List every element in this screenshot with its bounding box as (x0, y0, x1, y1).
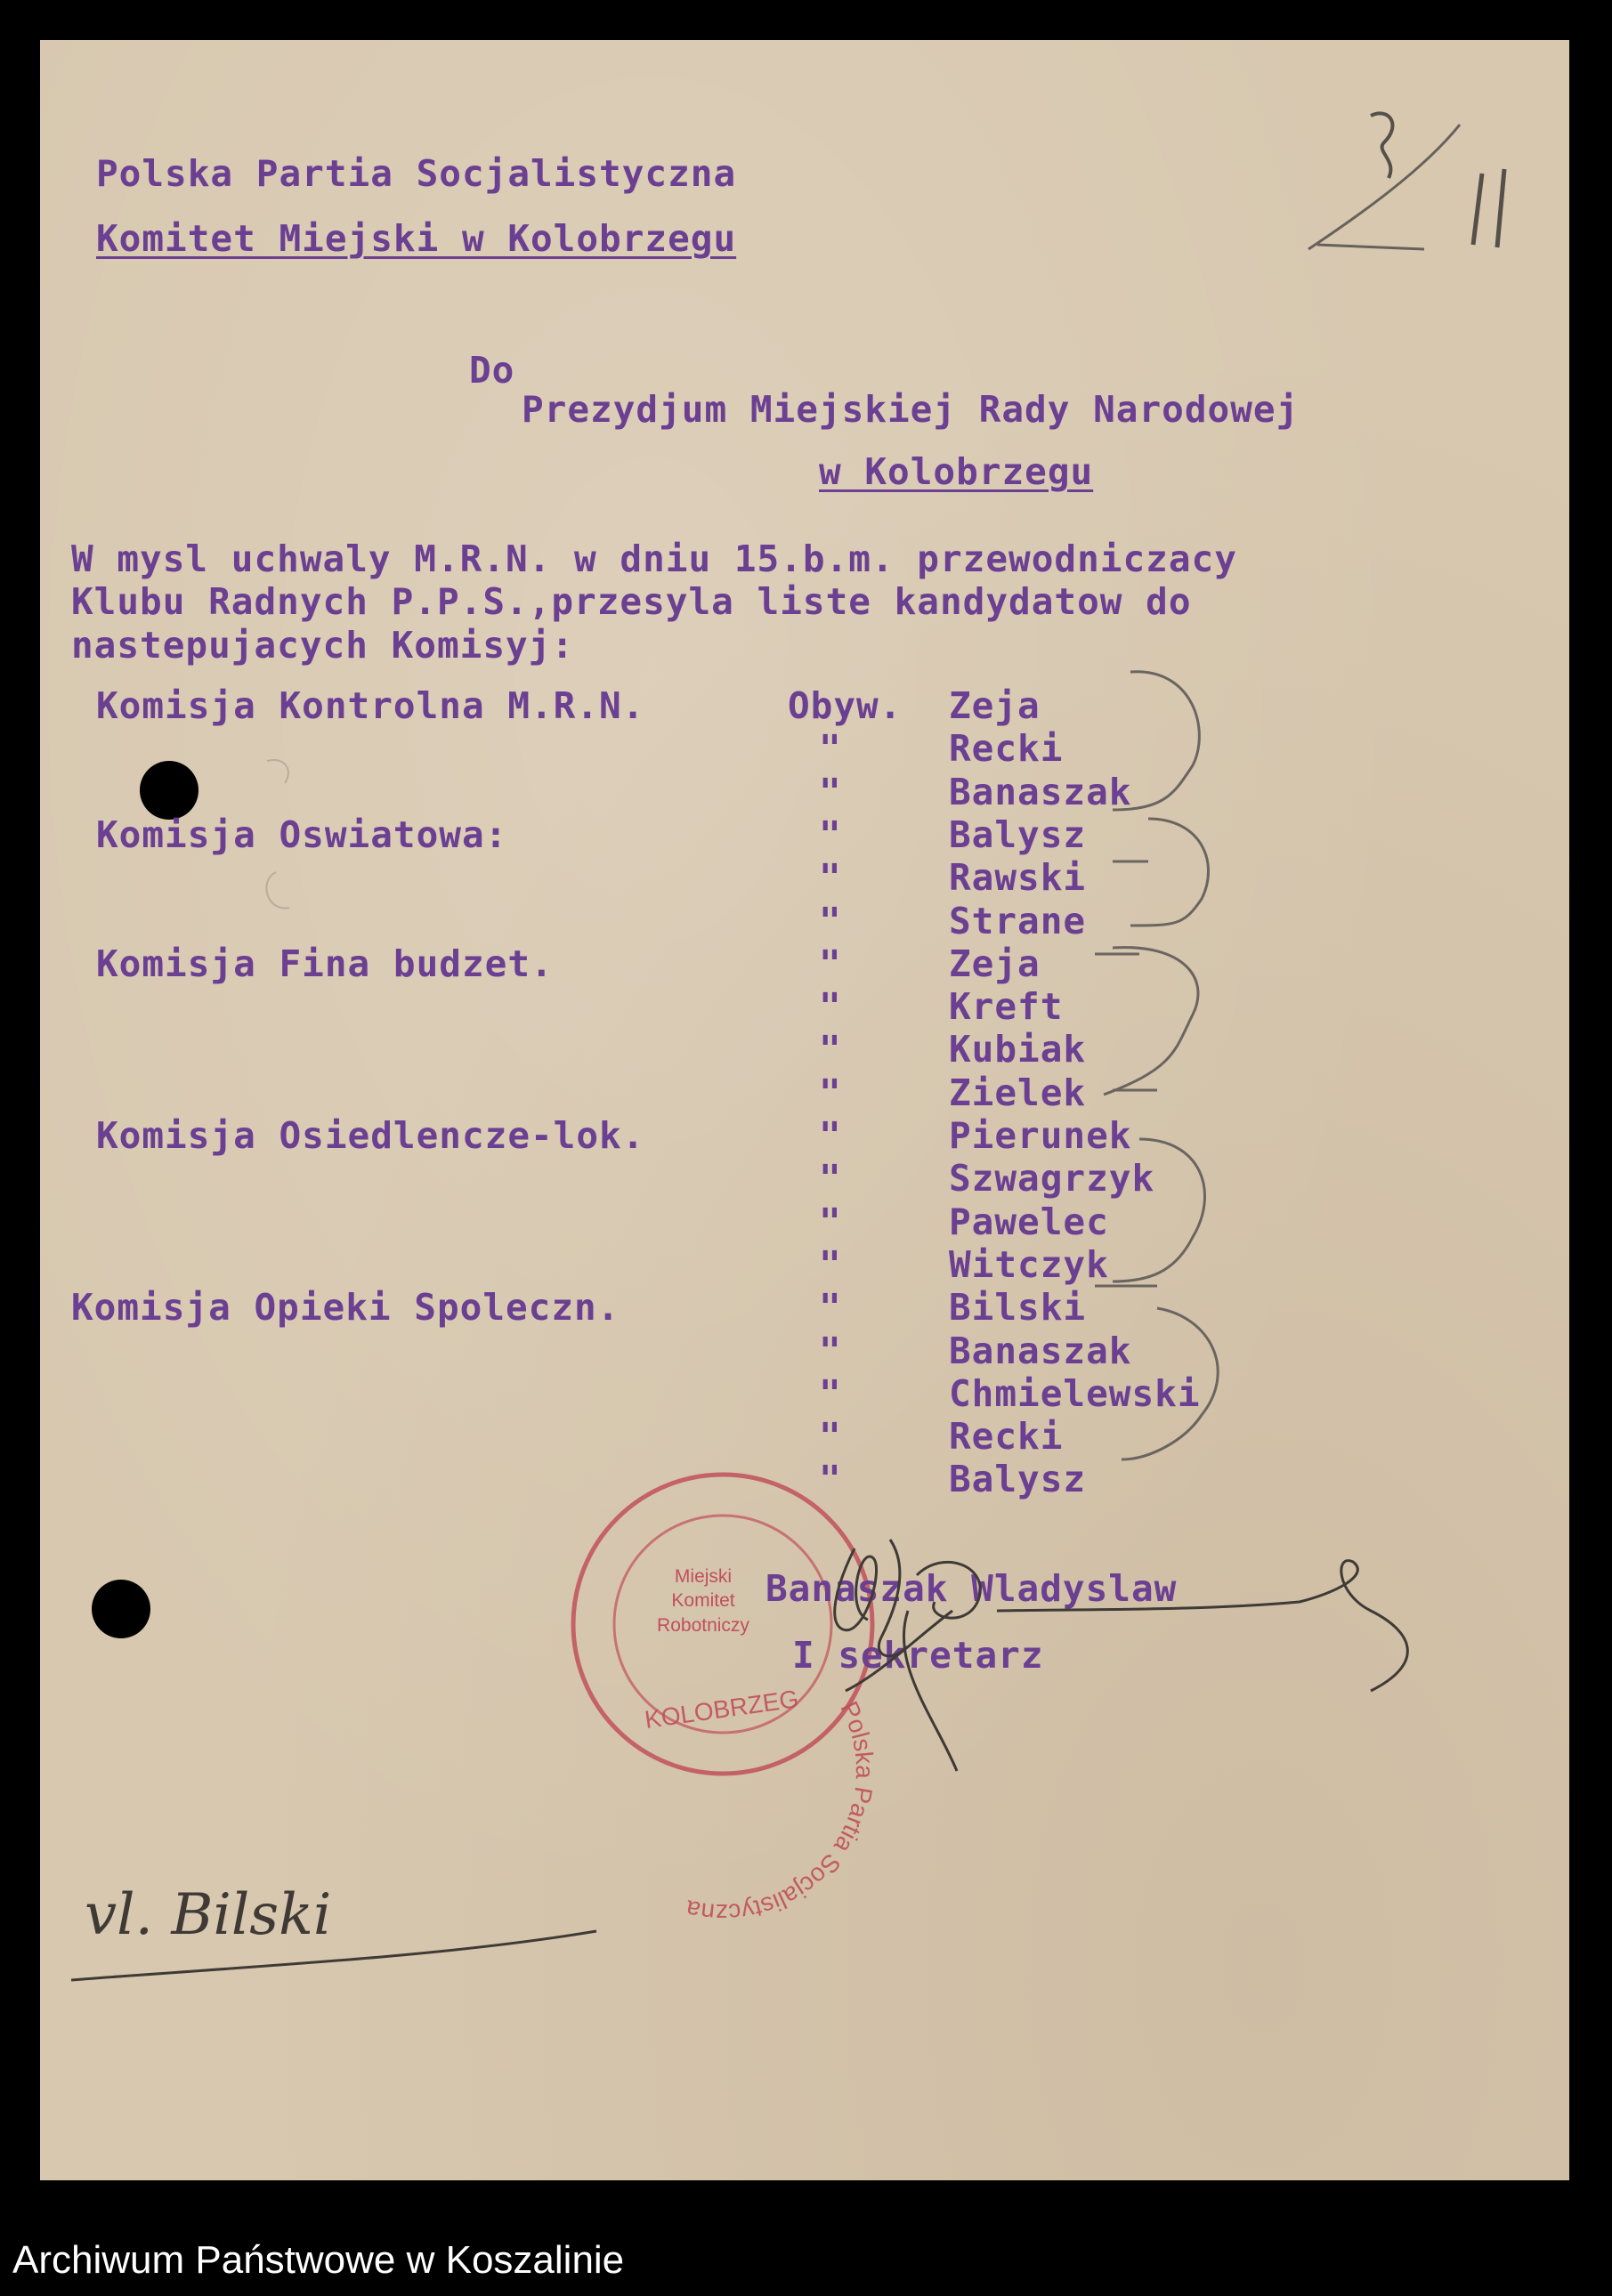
commission-name: Komisja Kontrolna M.R.N. (96, 684, 645, 727)
org-committee: Komitet Miejski w Kolobrzegu (96, 217, 737, 260)
commission-member: Zeja (949, 942, 1041, 985)
ditto-mark: " (819, 1028, 842, 1071)
ditto-mark: " (819, 1071, 842, 1114)
stamp-ring-text: Polska Partia Socjalistyczna (683, 1696, 879, 1928)
stamp-inner-text (623, 1564, 783, 1637)
commission-member: Zielek (949, 1071, 1087, 1114)
ditto-mark: Obyw. (788, 684, 903, 727)
commission-member: Recki (949, 727, 1064, 771)
commission-member: Bilski (949, 1286, 1087, 1330)
stamp-city: KOLOBRZEG (643, 1685, 801, 1734)
commission-member: Szwagrzyk (949, 1157, 1155, 1201)
archive-mark (1291, 89, 1513, 267)
ditto-mark: " (819, 899, 842, 942)
ditto-mark: " (819, 1114, 842, 1157)
ditto-mark: " (819, 1458, 842, 1501)
punch-hole-lower (92, 1580, 150, 1638)
ditto-mark: " (819, 985, 842, 1029)
pencil-ghost-marks (249, 748, 320, 926)
commission-member: Balysz (949, 812, 1087, 856)
address-recipient: Prezydjum Miejskiej Rady Narodowej (522, 388, 1300, 431)
punch-hole-upper (140, 761, 198, 820)
commission-member: Chmielewski (949, 1371, 1201, 1415)
commission-member: Witczyk (949, 1242, 1109, 1286)
document-page (40, 40, 1569, 2180)
commission-member: Rawski (949, 856, 1087, 900)
commission-member: Kreft (949, 985, 1064, 1029)
commission-member: Strane (949, 899, 1087, 942)
pencil-brackets (1095, 659, 1237, 1477)
address-city: w Kolobrzegu (819, 450, 1094, 493)
ditto-mark: " (819, 812, 842, 856)
ditto-mark: " (819, 942, 842, 985)
ditto-mark: " (819, 1286, 842, 1330)
ditto-mark: " (819, 1200, 842, 1243)
commission-member: Recki (949, 1415, 1064, 1459)
commission-member: Kubiak (949, 1028, 1087, 1071)
commission-name: Komisja Oswiatowa: (96, 812, 508, 856)
org-name: Polska Partia Socjalistyczna (96, 152, 737, 195)
archive-name: Archiwum Państwowe w Koszalinie (12, 2238, 625, 2282)
commission-name: Komisja Opieki Spoleczn. (71, 1286, 620, 1330)
commission-member: Zeja (949, 684, 1041, 727)
stamp-inner-line-2: Komitet (671, 1590, 735, 1612)
ditto-mark: " (819, 856, 842, 900)
ditto-mark: " (819, 1157, 842, 1201)
ditto-mark: " (819, 1371, 842, 1415)
commission-name: Komisja Fina budzet. (96, 942, 554, 985)
handwritten-signature (801, 1513, 1442, 1780)
archive-footer (0, 2222, 1612, 2296)
body-line-3: nastepujacych Komisyj: (71, 624, 575, 667)
body-line-1: W mysl uchwaly M.R.N. w dniu 15.b.m. przewodniczacy (71, 538, 1237, 580)
handwritten-note: vl. Bilski (85, 1882, 332, 1948)
handwritten-note-underline (62, 1918, 614, 1989)
body-line-2: Klubu Radnych P.P.S.,przesyla liste kandydatow do (71, 580, 1192, 623)
signer-title: I sekretarz (792, 1634, 1044, 1677)
stamp-inner-line-1: Miejski (674, 1566, 733, 1587)
ditto-mark: " (819, 1242, 842, 1286)
ditto-mark: " (819, 727, 842, 771)
commission-name: Komisja Osiedlencze-lok. (96, 1114, 645, 1157)
ditto-mark: " (819, 1415, 842, 1459)
ditto-mark: " (819, 1329, 842, 1372)
commission-member: Pierunek (949, 1114, 1132, 1157)
commission-member: Pawelec (949, 1200, 1109, 1243)
commission-member: Banaszak (949, 770, 1132, 813)
commission-member: Balysz (949, 1458, 1087, 1501)
stamp-inner-line-3: Robotniczy (657, 1614, 749, 1636)
ditto-mark: " (819, 770, 842, 813)
commission-member: Banaszak (949, 1329, 1132, 1372)
signer-name: Banaszak Wladyslaw (765, 1567, 1178, 1610)
address-to: Do (469, 349, 515, 392)
